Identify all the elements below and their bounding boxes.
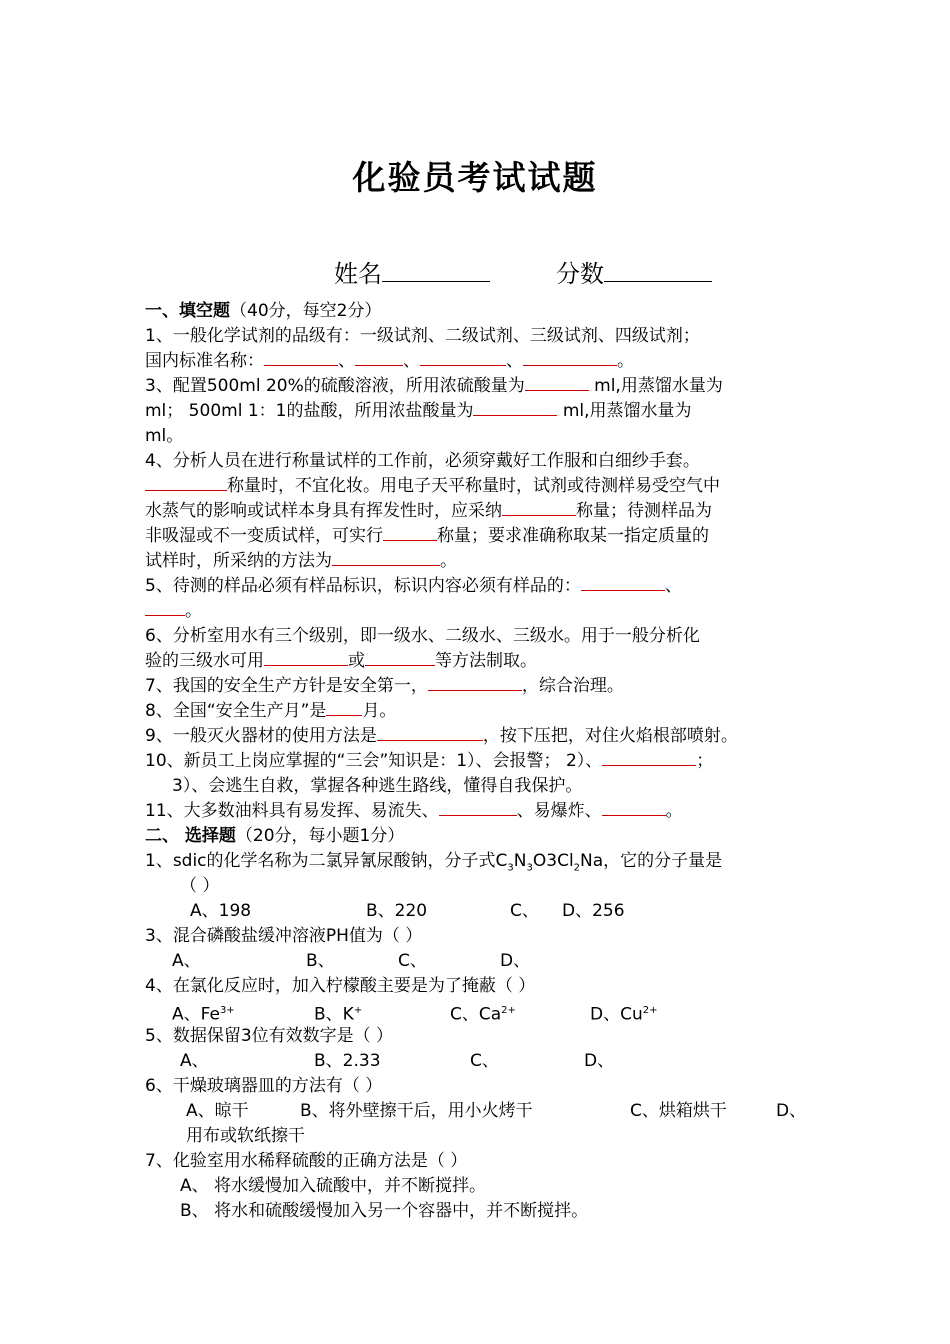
c3-option-c[interactable]: C、 (398, 951, 427, 971)
score-blank[interactable] (604, 261, 712, 282)
answer-blank[interactable] (145, 474, 227, 491)
c5-option-c[interactable]: C、 (470, 1051, 499, 1071)
c5-question: 5、数据保留3位有效数字是（ ） (145, 1026, 394, 1046)
q4-line2: 称量时，不宜化妆。用电子天平称量时，试剂或待测样易受空气中 (145, 474, 720, 498)
q3-line1: 3、配置500ml 20%的硫酸溶液，所用浓硫酸量为 ml,用蒸馏水量为 (145, 376, 723, 396)
q10-line2: 3）、会逃生自救，掌握各种逃生路线，懂得自我保护。 (172, 776, 583, 796)
answer-blank[interactable] (602, 749, 696, 766)
answer-blank[interactable] (332, 549, 440, 566)
q4-line3: 水蒸气的影响或试样本身具有挥发性时，应采纳 称量；待测样品为 (145, 501, 712, 521)
name-label: 姓名 (334, 260, 382, 288)
c7-option-a[interactable]: A、 将水缓慢加入硫酸中，并不断搅拌。 (180, 1176, 487, 1196)
c1-option-d[interactable]: D、256 (562, 901, 625, 921)
q6-line1: 6、分析室用水有三个级别，即一级水、二级水、三级水。用于一般分析化 (145, 626, 700, 646)
answer-blank[interactable] (383, 524, 437, 541)
q4-line1: 4、分析人员在进行称量试样的工作前，必须穿戴好工作服和白细纱手套。 (145, 451, 700, 471)
answer-blank[interactable] (439, 799, 517, 816)
c4-option-b[interactable]: B、K+ (314, 1004, 363, 1025)
c4-option-d[interactable]: D、$Cu^{2+}$ (590, 1004, 658, 1025)
answer-blank[interactable] (264, 649, 348, 666)
name-blank[interactable] (382, 261, 490, 282)
q9-line: 9、一般灭火器材的使用方法是 ，按下压把，对住火焰根部喷射。 (145, 726, 738, 746)
section-1-heading: 一、填空题（40分，每空2分） (145, 301, 382, 321)
c6-option-b[interactable]: B、将外壁擦干后，用小火烤干 (300, 1101, 533, 1121)
c3-option-d[interactable]: D、 (500, 951, 531, 971)
c6-option-d[interactable]: D、 (776, 1101, 807, 1121)
c3-option-a[interactable]: A、 (172, 951, 201, 971)
page-title: 化验员考试试题 (352, 158, 598, 197)
answer-blank[interactable] (355, 349, 403, 366)
q5-line2: 。 (145, 599, 202, 623)
c5-option-b[interactable]: B、2.33 (314, 1051, 381, 1071)
score-label: 分数 (556, 260, 604, 288)
q4-line4: 非吸湿或不一变质试样，可实行 称量；要求准确称取某一指定质量的 (145, 526, 709, 546)
answer-blank[interactable] (420, 349, 506, 366)
answer-blank[interactable] (473, 399, 557, 416)
c7-option-b[interactable]: B、 将水和硫酸缓慢加入另一个容器中，并不断搅拌。 (180, 1201, 589, 1221)
answer-blank[interactable] (377, 724, 483, 741)
q7-line: 7、我国的安全生产方针是安全第一， ，综合治理。 (145, 676, 624, 696)
c1-option-c[interactable]: C、 (510, 901, 539, 921)
c1-line1: 1、sdic的化学名称为二氯异氰尿酸钠，分子式$C_3N_3O3Cl_2Na$，它的分子量是 (145, 851, 723, 874)
answer-blank[interactable] (365, 649, 435, 666)
c6-option-c[interactable]: C、烘箱烘干 (630, 1101, 727, 1121)
q1-line1: 1、一般化学试剂的品级有：一级试剂、二级试剂、三级试剂、四级试剂； (145, 326, 700, 346)
answer-blank[interactable] (602, 799, 666, 816)
c1-option-a[interactable]: A、198 (190, 901, 252, 921)
c5-option-a[interactable]: A、 (180, 1051, 209, 1071)
q11-line: 11、大多数油料具有易发挥、易流失、 、易爆炸、 。 (145, 801, 683, 821)
answer-blank[interactable] (145, 599, 185, 616)
q3-line3: ml。 (145, 426, 184, 446)
answer-blank[interactable] (525, 374, 589, 391)
name-score-row (334, 254, 712, 289)
c7-question: 7、化验室用水稀释硫酸的正确方法是（ ） (145, 1151, 468, 1171)
c4-option-a[interactable]: A、$Fe^{3+}$ (172, 1004, 235, 1025)
c1-option-b[interactable]: B、220 (366, 901, 428, 921)
answer-blank[interactable] (428, 674, 522, 691)
answer-blank[interactable] (264, 349, 338, 366)
q5-line1: 5、待测的样品必须有样品标识，标识内容必须有样品的： 、 (145, 576, 682, 596)
q8-line: 8、全国“安全生产月”是 月。 (145, 701, 397, 721)
q3-line2: ml； 500ml 1：1的盐酸，所用浓盐酸量为 ml,用蒸馏水量为 (145, 401, 692, 421)
answer-blank[interactable] (581, 574, 665, 591)
c6-option-a[interactable]: A、晾干 (186, 1101, 249, 1121)
answer-blank[interactable] (502, 499, 576, 516)
c5-option-d[interactable]: D、 (584, 1051, 615, 1071)
c4-option-c[interactable]: C、$Ca^{2+}$ (450, 1004, 516, 1025)
c3-option-b[interactable]: B、 (306, 951, 335, 971)
answer-blank[interactable] (523, 349, 617, 366)
c3-question: 3、混合磷酸盐缓冲溶液PH值为（ ） (145, 926, 423, 946)
answer-blank[interactable] (326, 699, 362, 716)
c6-option-d-text: 用布或软纸擦干 (186, 1126, 305, 1146)
c4-question: 4、在氯化反应时，加入柠檬酸主要是为了掩蔽（ ） (145, 976, 536, 996)
q1-line2: 国内标准名称： 、 、 、 。 (145, 351, 634, 371)
section-2-heading: 二、 选择题（20分，每小题1分） (145, 826, 405, 846)
q6-line2: 验的三级水可用 或 等方法制取。 (145, 651, 537, 671)
c1-paren: （ ） (180, 876, 220, 896)
q10-line1: 10、新员工上岗应掌握的“三会”知识是：1）、会报警； 2）、 ； (145, 751, 714, 771)
q4-line5: 试样时，所采纳的方法为 。 (145, 551, 457, 571)
c6-question: 6、干燥玻璃器皿的方法有（ ） (145, 1076, 383, 1096)
